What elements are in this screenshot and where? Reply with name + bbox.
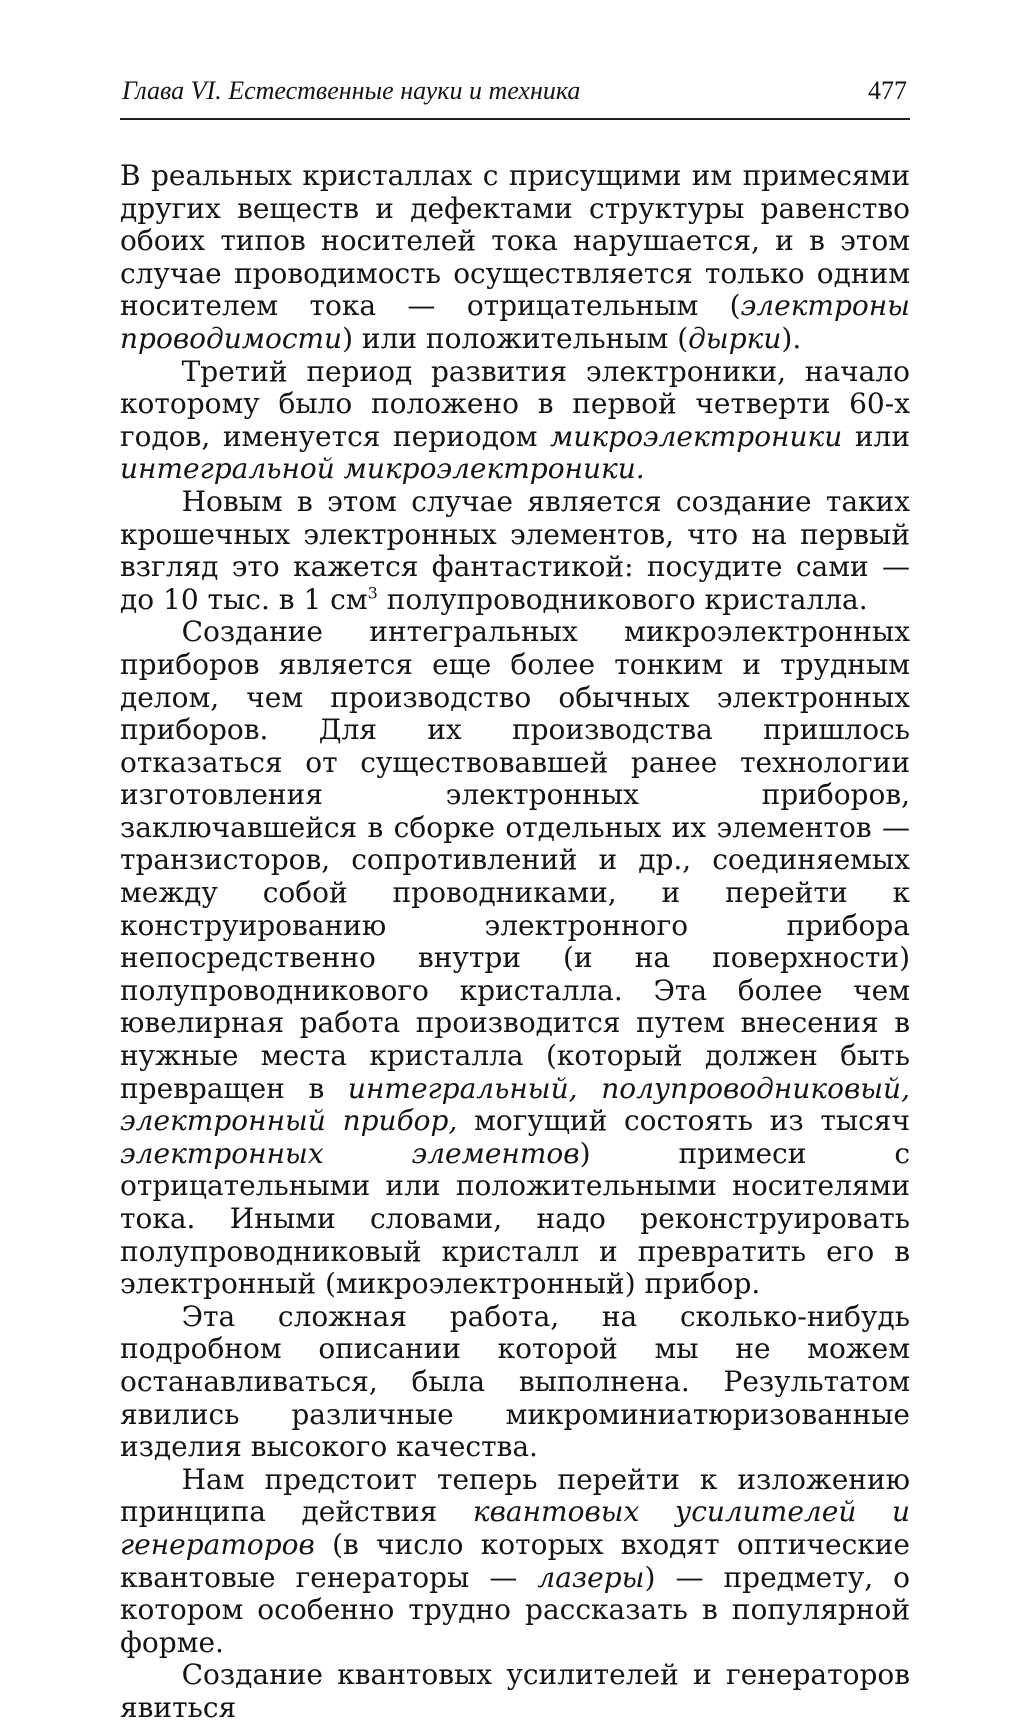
text-run: ) или положительным (	[342, 321, 689, 355]
text-run: Третий период развития электроники, начало которому было положено в первой четверти 60-х годов, именуется периодом	[120, 354, 910, 453]
text-run: ) — предмету, о котором особенно трудно рассказать в популярной форме.	[120, 1560, 910, 1659]
text-run: или	[842, 419, 910, 453]
text-run: (в число которых входят оптические квантовые генераторы —	[120, 1527, 910, 1594]
text-run: Создание квантовых усилителей и генераторов явиться	[120, 1658, 910, 1724]
italic-term: дырки	[688, 321, 782, 355]
chapter-title: Глава VI. Естественные науки и техника	[122, 76, 581, 105]
text-run: ) примеси с отрицательными или положительными носителями тока. Иными словами, надо реконструировать полупроводниковый кристалл и превратить его в электронный (микроэлектронный) прибор.	[120, 1136, 910, 1301]
italic-term: электроны проводимости	[120, 289, 910, 355]
running-header	[120, 76, 907, 112]
italic-term: квантовых усилителей и генераторов	[120, 1495, 910, 1561]
text-run: В реальных кристаллах с присущими им примесями других веществ и дефектами структуры равенство обоих типов носителей тока нарушается, и в этом случае проводимость осуществляется только одним носителем тока — отрицательным (	[120, 159, 910, 323]
text-run: Нам предстоит теперь перейти к изложению принципа действия	[120, 1462, 910, 1529]
page-number: 477	[868, 76, 907, 105]
text-run: могущий состоять из тысяч	[457, 1104, 910, 1138]
paragraph-1	[120, 160, 910, 356]
superscript: 3	[367, 583, 378, 603]
paragraph-4	[120, 616, 910, 1300]
paragraph-2	[120, 356, 910, 486]
italic-term: электронных элементов	[120, 1136, 580, 1170]
body-text	[120, 160, 910, 1725]
italic-term: интегральный, полупроводниковый, электронный прибор,	[120, 1071, 910, 1138]
header-rule	[120, 118, 910, 120]
italic-term: микроэлектроники	[550, 419, 843, 453]
paragraph-3	[120, 486, 910, 616]
text-run: Создание интегральных микроэлектронных приборов является еще более тонким и трудным делом, чем производство обычных электронных приборов. Для их производства пришлось отказаться от существовавшей ранее технологии изготовления электронных приборов, заключавшейся в сборке отдельных их элементов — транзисторов, сопротивлений и др., соединяемых между собой проводниками, и перейти к конструированию электронного прибора непосредственно внутри (и на поверхности) полупроводникового кристалла. Эта более чем ювелирная работа производится путем внесения в нужные места кристалла (который должен быть превращен в	[120, 615, 910, 1105]
paragraph-6	[120, 1464, 910, 1660]
text-run: полупроводникового кристалла.	[377, 582, 868, 616]
paragraph-5	[120, 1301, 910, 1464]
italic-term: интегральной микроэлектроники.	[120, 452, 645, 486]
text-run: Новым в этом случае является создание таких крошечных электронных элементов, что на первый взгляд это кажется фантастикой: посудите сами — до 10 тыс. в 1 см	[120, 484, 910, 616]
italic-term: лазеры	[537, 1560, 645, 1594]
paragraph-7	[120, 1659, 910, 1724]
text-run: ).	[781, 321, 802, 355]
text-run: Эта сложная работа, на сколько-нибудь подробном описании которой мы не можем останавливаться, была выполнена. Результатом явились различные микроминиатюризованные изделия высокого качества.	[120, 1299, 910, 1464]
